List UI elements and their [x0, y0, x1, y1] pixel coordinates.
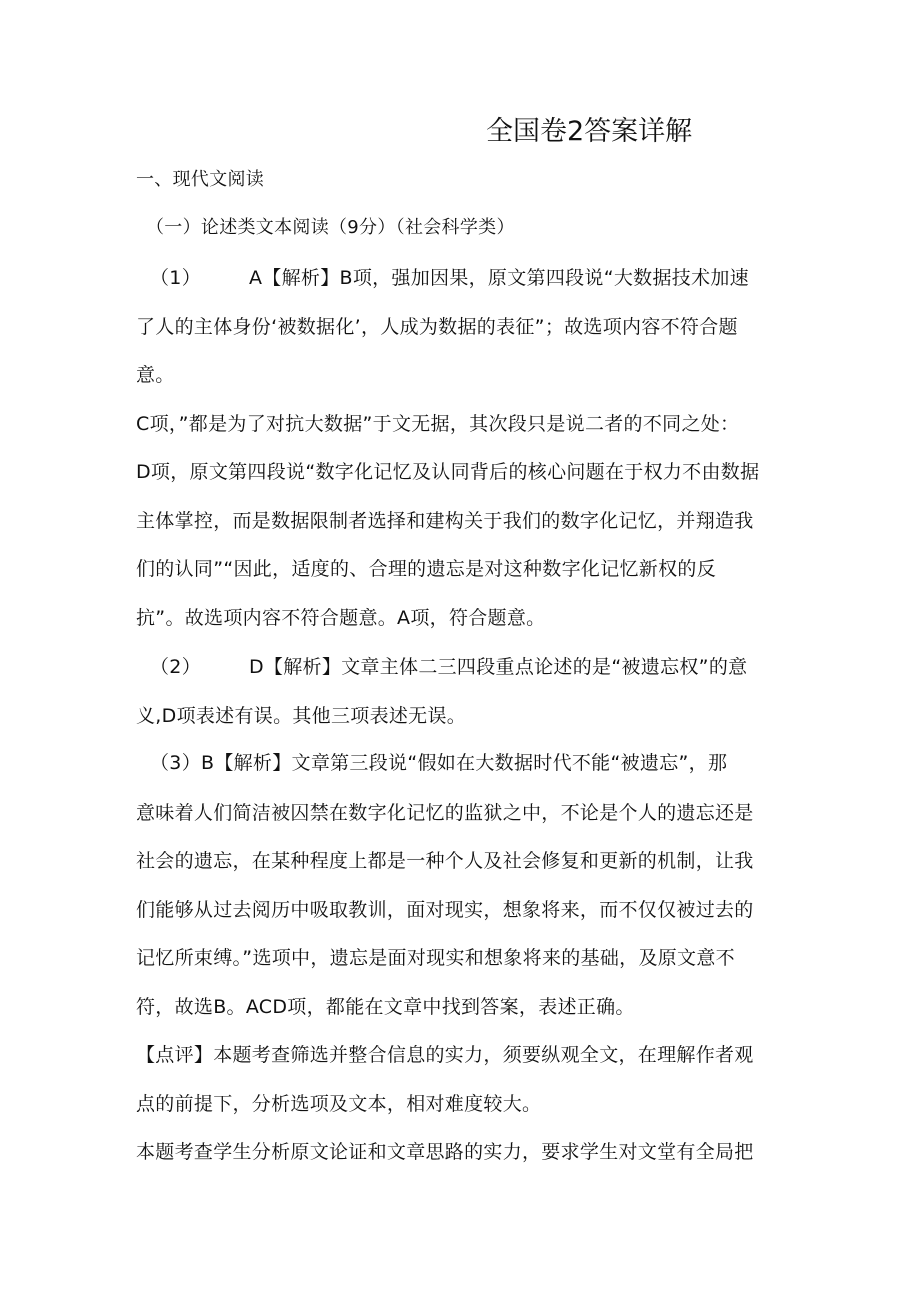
q1-line-6: 主体掌控，而是数据限制者选择和建构关于我们的数字化记忆，并翔造我: [136, 510, 754, 532]
q1-number: （1）: [150, 267, 201, 289]
q1-line-3: 意。: [136, 364, 175, 386]
q3-line-4: 们能够从过去阅历中吸取教训，面对现实，想象将来，而不仅仅被过去的: [136, 899, 754, 921]
q1-line-4: C项，”都是为了对抗大数据”于文无据，其次段只是说二者的不同之处：: [136, 413, 740, 435]
q3-line-2: 意味着人们简洁被囚禁在数字化记忆的监狱之中，不论是个人的遗忘还是: [136, 802, 754, 824]
q1-line-5: D项，原文第四段说“数字化记忆及认同背后的核心问题在于权力不由数据: [136, 461, 760, 483]
q1-line-1: A【解析】B项，强加因果，原文第四段说“大数据技术加速: [249, 267, 749, 289]
q2-number: （2）: [150, 656, 201, 678]
subsection-heading: （一）论述类文本阅读（9分）（社会科学类）: [146, 217, 515, 238]
section-heading: 一、现代文阅读: [136, 169, 265, 190]
q3-line-3: 社会的遗忘，在某种程度上都是一种个人及社会修复和更新的机制，让我: [136, 850, 754, 872]
final-line: 本题考查学生分析原文论证和文章思路的实力，要求学生对文堂有全局把: [136, 1141, 754, 1163]
q1-line-8: 抗”。故选项内容不符合题意。A项，符合题意。: [136, 607, 546, 629]
q3-line-1: （3）B【解析】文章第三段说“假如在大数据时代不能“被遗忘”，那: [150, 752, 728, 774]
comment-line-1: 【点评】本题考查筛选并整合信息的实力，须要纵观全文，在理解作者观: [136, 1044, 754, 1066]
q1-line-2: 了人的主体身份‘被数据化’，人成为数据的表征”；故选项内容不符合题: [136, 316, 738, 338]
comment-line-2: 点的前提下，分析选项及文本，相对难度较大。: [136, 1093, 542, 1115]
q2-line-1: D【解析】文章主体二三四段重点论述的是“被遗忘权”的意: [249, 656, 748, 678]
q3-line-5: 记忆所束缚。”选项中，遗忘是面对现实和想象将来的基础，及原文意不: [136, 947, 735, 969]
q3-line-6: 符，故选B。ACD项，都能在文章中找到答案，表述正确。: [136, 996, 635, 1018]
q1-first-line: [150, 264, 810, 292]
document-title: 全国卷2答案详解: [486, 116, 693, 147]
q2-line-2: 义,D项表述有误。其他三项表述无误。: [136, 705, 467, 727]
q2-first-line: [150, 653, 810, 681]
q1-line-7: 们的认同”“因此，适度的、合理的遗忘是对这种数字化记忆新权的反: [136, 558, 716, 580]
